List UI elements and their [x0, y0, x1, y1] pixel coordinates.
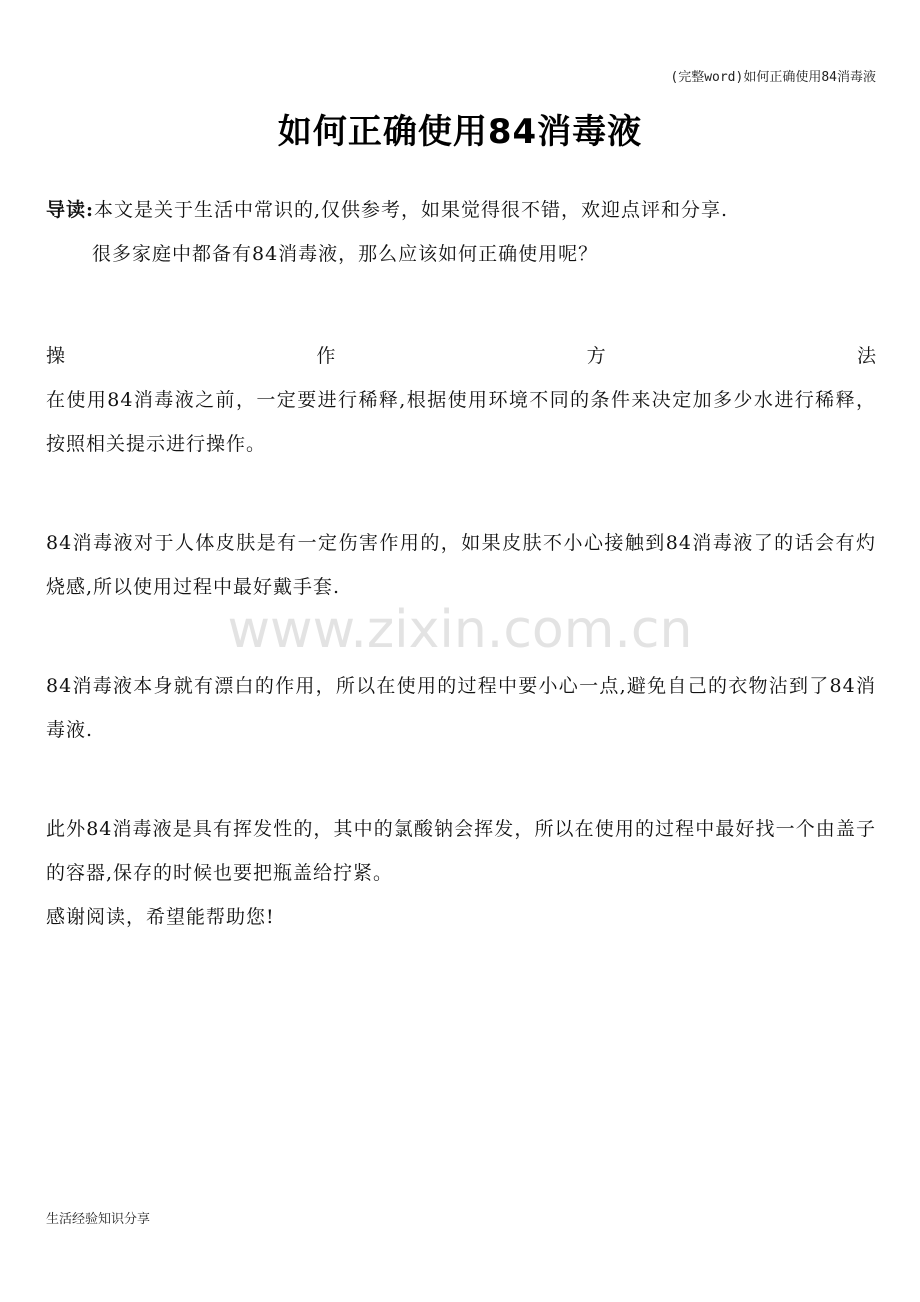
intro-label: 导读:	[46, 199, 95, 221]
section-heading-char: 法	[856, 345, 876, 367]
watermark-text: www.zixin.com.cn	[227, 600, 693, 660]
header-note: (完整word)如何正确使用84消毒液	[670, 70, 876, 85]
spacer	[46, 466, 876, 521]
spacer	[46, 609, 876, 664]
paragraph-bleach: 84消毒液本身就有漂白的作用，所以在使用的过程中要小心一点,避免自己的衣物沾到了84消毒液.	[46, 675, 876, 741]
question-paragraph: 很多家庭中都备有84消毒液，那么应该如何正确使用呢？	[92, 243, 599, 265]
footer-note: 生活经验知识分享	[46, 1212, 151, 1227]
paragraph-skin: 84消毒液对于人体皮肤是有一定伤害作用的，如果皮肤不小心接触到84消毒液了的话会有灼烧感,所以使用过程中最好戴手套.	[46, 532, 876, 598]
thanks-line: 感谢阅读，希望能帮助您!	[46, 906, 275, 928]
spacer	[46, 752, 876, 807]
section-heading-char: 操	[46, 345, 66, 367]
spacer	[46, 276, 876, 334]
paragraph-volatile: 此外84消毒液是具有挥发性的，其中的氯酸钠会挥发，所以在使用的过程中最好找一个由盖子的容器,保存的时候也要把瓶盖给拧紧。	[46, 818, 876, 884]
section-heading-char: 作	[316, 345, 336, 367]
document-body	[46, 188, 876, 939]
paragraph-dilution: 在使用84消毒液之前，一定要进行稀释,根据使用环境不同的条件来决定加多少水进行稀释，按照相关提示进行操作。	[46, 389, 876, 455]
section-heading	[46, 334, 876, 378]
page-title: 如何正确使用84消毒液	[277, 112, 643, 152]
intro-paragraph	[46, 188, 876, 232]
intro-text: 本文是关于生活中常识的,仅供参考，如果觉得很不错，欢迎点评和分享.	[94, 199, 729, 221]
section-heading-char: 方	[586, 345, 606, 367]
